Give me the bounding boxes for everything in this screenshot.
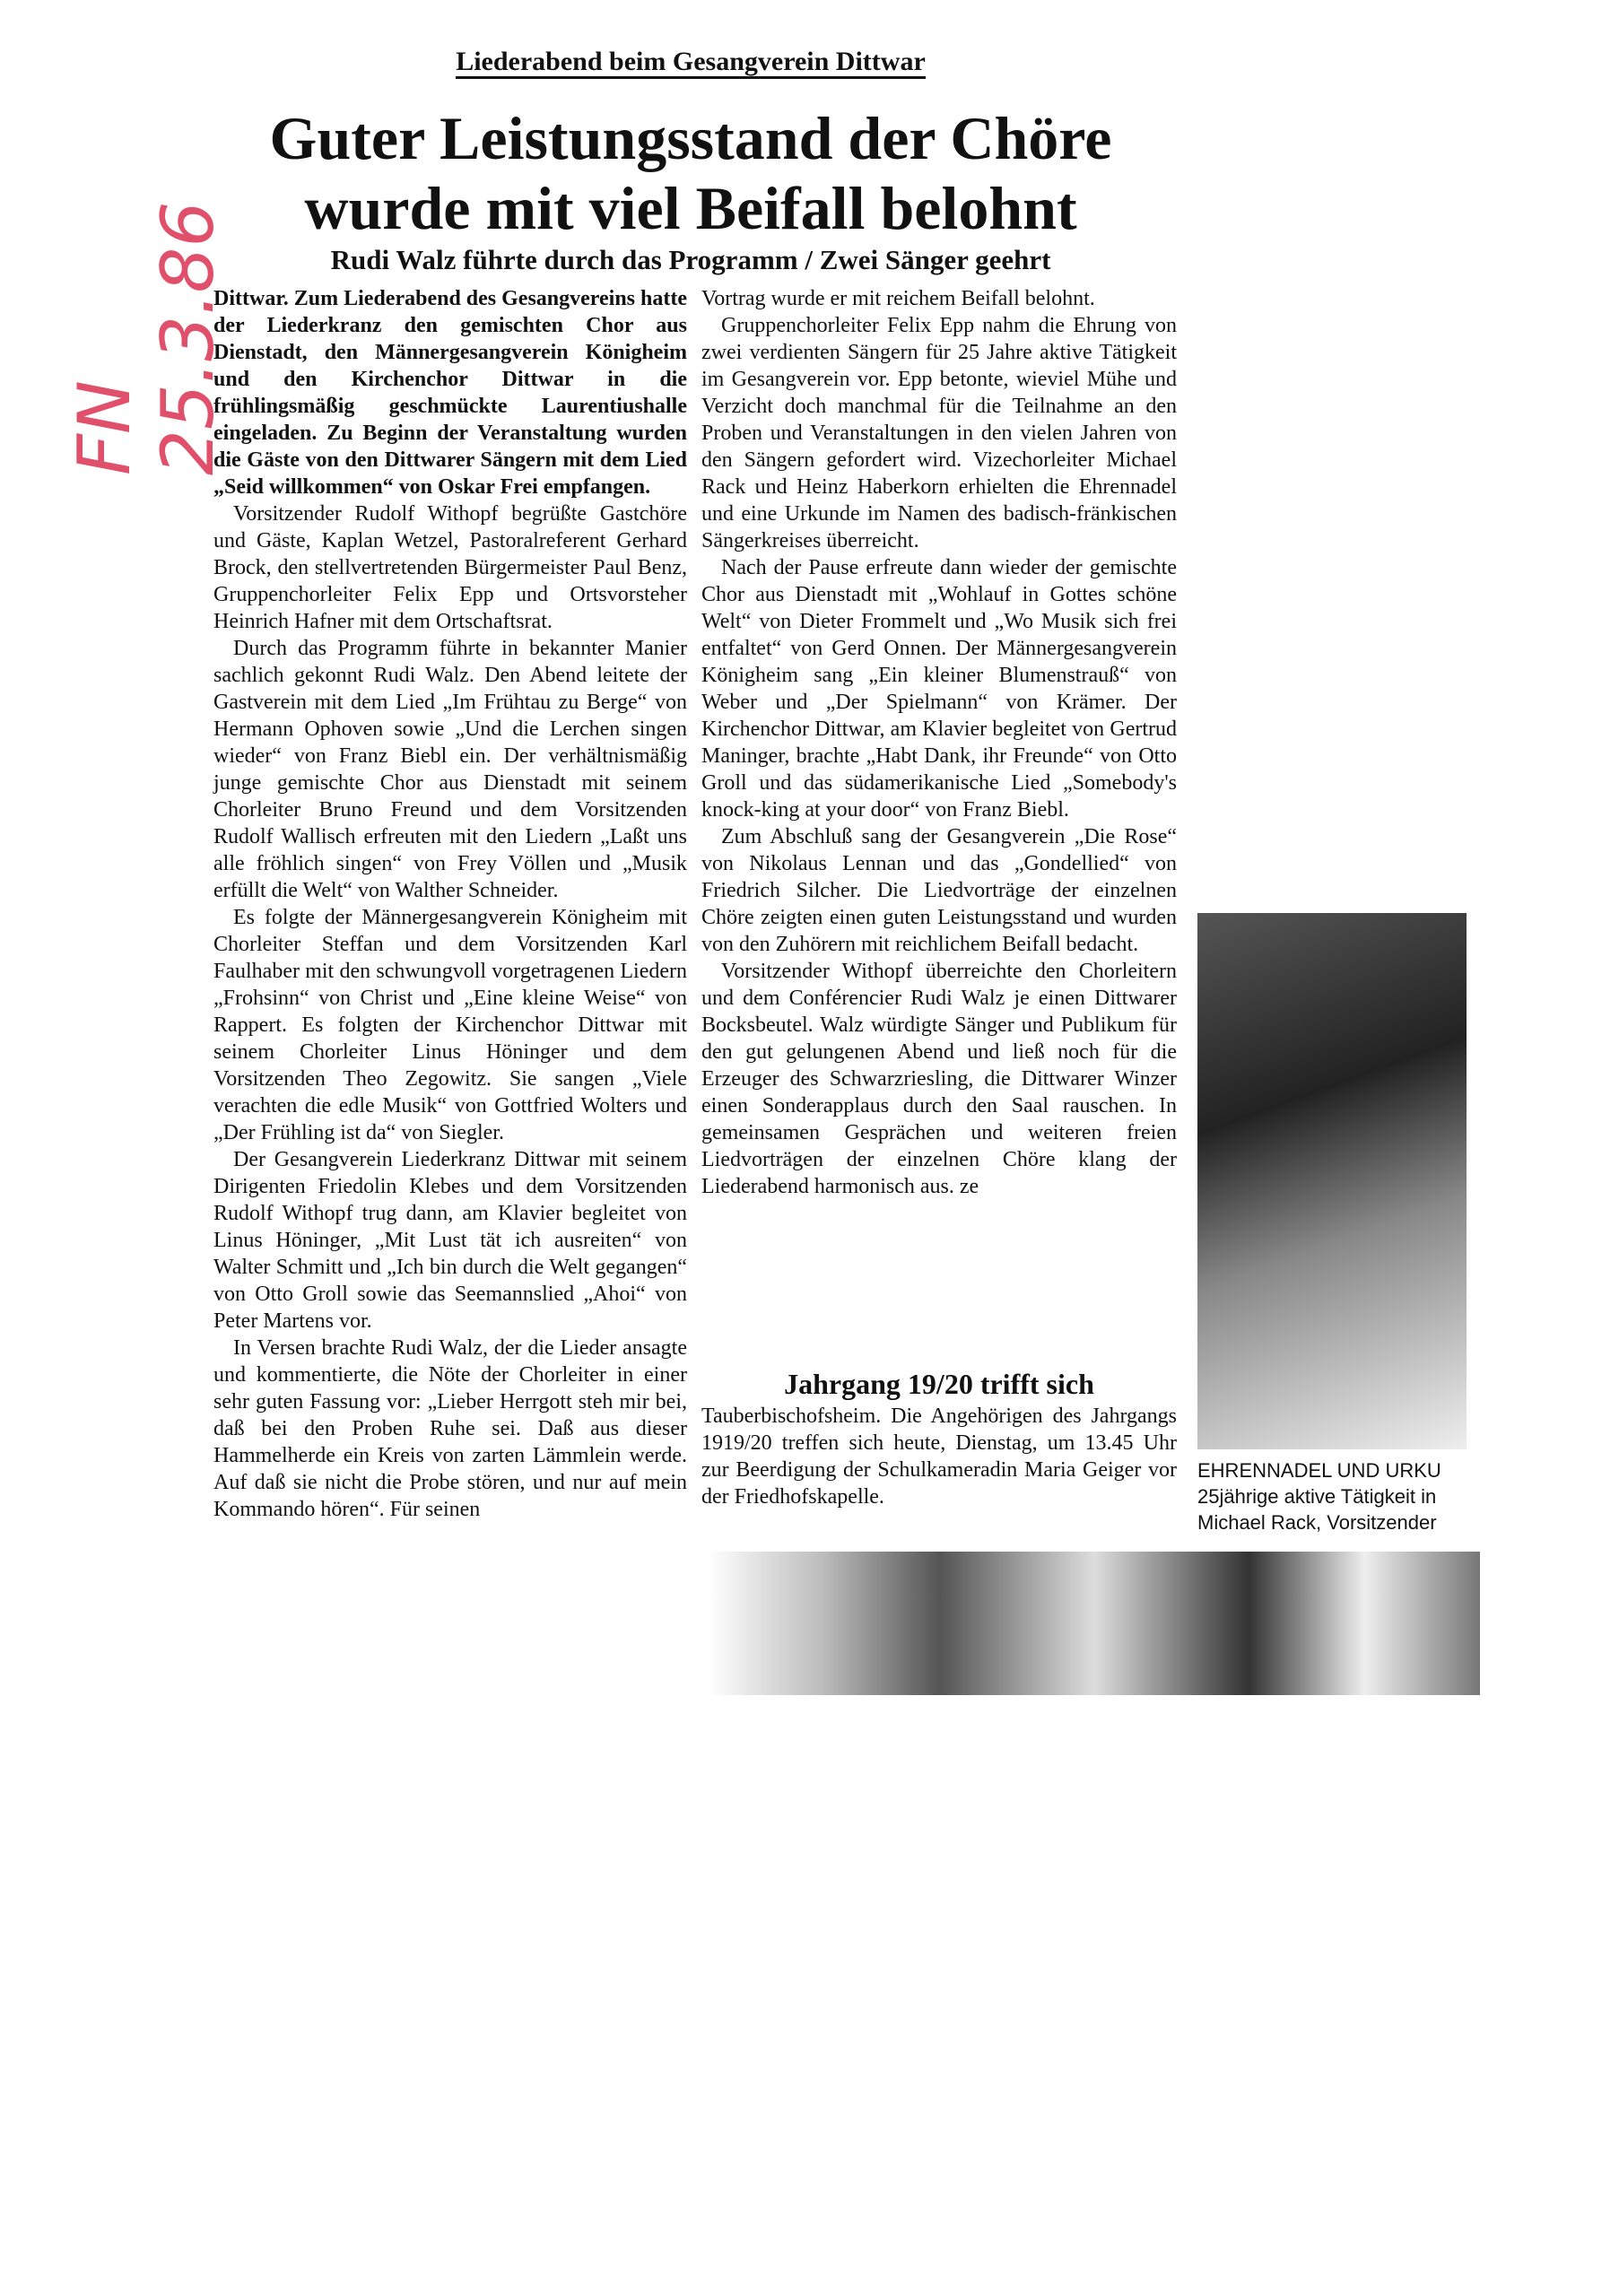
- article-column-1: [213, 285, 687, 1523]
- paragraph: Durch das Programm führte in bekannter Manier sachlich gekonnt Rudi Walz. Den Abend leitete der Gastverein mit dem Lied „Im Frühtau zu Berge“ von Hermann Ophoven sowie „Und die Lerchen singen wieder“ von Franz Biebl ein. Der verhältnismäßig junge gemischte Chor aus Dienstadt mit seinem Chorleiter Bruno Freund und dem Vorsitzenden Rudolf Wallisch erfreuten mit den Liedern „Laßt uns alle fröhlich singen“ von Frey Völlen und „Musik erfüllt die Welt“ von Walther Schneider.: [213, 637, 687, 902]
- paragraph: Zum Abschluß sang der Gesangverein „Die Rose“ von Nikolaus Lennan und das „Gondellied“ von Friedrich Silcher. Die Liedvorträge der einzelnen Chöre zeigten einen guten Leistungsstand und wurden von den Zuhörern mit reichlichem Beifall bedacht.: [701, 825, 1177, 956]
- group-photo: [709, 1552, 1480, 1695]
- notice-title: Jahrgang 19/20 trifft sich: [784, 1368, 1094, 1400]
- photo-caption: EHRENNADEL UND URKU 25jährige aktive Tätigkeit in Michael Rack, Vorsitzender: [1197, 1459, 1441, 1534]
- paragraph: Der Gesangverein Liederkranz Dittwar mit seinem Dirigenten Friedolin Klebes und dem Vorsitzenden Rudolf Withopf trug dann, am Klavier begleitet von Linus Höninger, „Mit Lust tät ich ausreiten“ von Walter Schmitt und „Ich bin durch die Welt gegangen“ von Otto Groll sowie das Seemannslied „Ahoi“ von Peter Martens vor.: [213, 1148, 687, 1333]
- paragraph: Vortrag wurde er mit reichem Beifall belohnt.: [701, 287, 1095, 310]
- paragraph: In Versen brachte Rudi Walz, der die Lieder ansagte und kommentierte, die Nöte der Chorleiter in einer sehr guten Fassung vor: „Lieber Herrgott steh mir bei, daß bei den Proben Ruhe sei. Daß aus dieser Hammelherde ein Kreis von zarten Lämmlein werde. Auf daß sie nicht die Probe stören, und nur auf mein Kommando hören“. Für seinen: [213, 1336, 687, 1521]
- paragraph: Es folgte der Männergesangverein Königheim mit Chorleiter Steffan und dem Vorsitzenden Karl Faulhaber mit den schwungvoll vorgetragenen Liedern „Frohsinn“ von Christ und „Eine kleine Weise“ von Rappert. Es folgten der Kirchenchor Dittwar mit seinem Chorleiter Linus Höninger und dem Vorsitzenden Theo Zegowitz. Sie sangen „Viele verachten die edle Musik“ von Gottfried Wolters und „Der Frühling ist da“ von Siegler.: [213, 906, 687, 1144]
- portrait-photo: [1197, 913, 1467, 1449]
- headline: Guter Leistungsstand der Chöre wurde mit viel Beifall belohnt: [269, 104, 1112, 242]
- paragraph: Vorsitzender Rudolf Withopf begrüßte Gastchöre und Gäste, Kaplan Wetzel, Pastoralreferent Gerhard Brock, den stellvertretenden Bürgermeister Paul Benz, Gruppenchorleiter Felix Epp und Ortsvorsteher Heinrich Hafner mit dem Ortschaftsrat.: [213, 502, 687, 633]
- paragraph: Dittwar. Zum Liederabend des Gesangvereins hatte der Liederkranz den gemischten Chor aus Dienstadt, den Männergesangverein Königheim und den Kirchenchor Dittwar in die frühlingsmäßig geschmückte Laurentiushalle eingeladen. Zu Beginn der Veranstaltung wurden die Gäste von den Dittwarer Sängern mit dem Lied „Seid willkommen“ von Oskar Frei empfangen.: [213, 287, 687, 499]
- paragraph: Gruppenchorleiter Felix Epp nahm die Ehrung von zwei verdienten Sängern für 25 Jahre aktive Tätigkeit im Gesangverein vor. Epp betonte, wieviel Mühe und Verzicht doch manchmal für die Teilnahme an den Proben und Veranstaltungen in den vielen Jahren von den Sängern gefordert wird. Vizechorleiter Michael Rack und Heinz Haberkorn erhielten die Ehrennadel und eine Urkunde im Namen des badisch-fränkischen Sängerkreises überreicht.: [701, 314, 1177, 552]
- notice-box: [701, 1370, 1177, 1510]
- notice-text: Tauberbischofsheim. Die Angehörigen des Jahrgangs 1919/20 treffen sich heute, Dienstag, um 13.45 Uhr zur Beerdigung der Schulkameradin Maria Geiger vor der Friedhofskapelle.: [701, 1405, 1177, 1509]
- handwritten-date: FN 25.3.86: [63, 201, 230, 475]
- subheadline: Rudi Walz führte durch das Programm / Zwei Sänger geehrt: [330, 244, 1051, 275]
- article-column-2: [701, 285, 1177, 1200]
- kicker: Liederabend beim Gesangverein Dittwar: [0, 47, 1381, 77]
- paragraph: Nach der Pause erfreute dann wieder der gemischte Chor aus Dienstadt mit „Wohlauf in Gottes schöne Welt“ von Dieter Frommelt und „Wo Musik sich frei entfaltet“ von Gerd Onnen. Der Männergesangverein Königheim sang „Ein kleiner Blumenstrauß“ von Weber und „Der Spielmann“ von Krämer. Der Kirchenchor Dittwar, am Klavier begleitet von Gertrud Maninger, brachte „Habt Dank, ihr Freunde“ von Otto Groll und das südamerikanische Lied „Somebody's knock-king at your door“ von Franz Biebl.: [701, 556, 1177, 822]
- paragraph: Vorsitzender Withopf überreichte den Chorleitern und dem Conférencier Rudi Walz je einen Dittwarer Bocksbeutel. Walz würdigte Sänger und Publikum für den gut gelungenen Abend und ließ noch für die Erzeuger des Schwarzriesling, die Dittwarer Winzer einen Sonderapplaus durch den Saal rauschen. In gemeinsamen Gesprächen und weiteren freien Liedvorträgen der einzelnen Chöre klang der Liederabend harmonisch aus. ze: [701, 960, 1177, 1198]
